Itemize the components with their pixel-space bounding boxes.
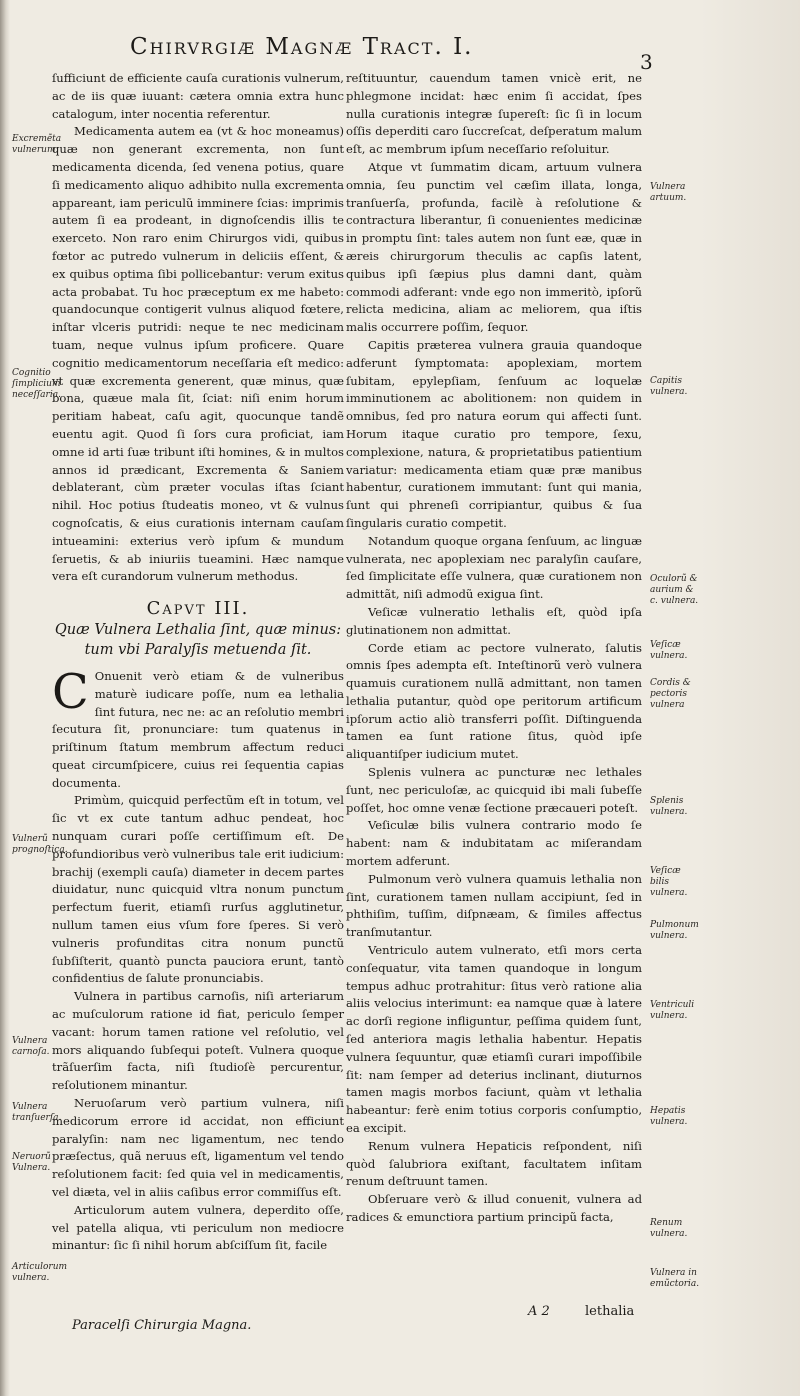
margin-note: Vulnera artuum. [650, 182, 687, 203]
paragraph: Obſeruare verò & illud conuenit, vulnera ad radices & emunctiora partium principũ facta, [346, 1192, 642, 1224]
paragraph: Veſicæ vulneratio lethalis eſt, quòd ipſa glutinationem non admittat. [346, 604, 642, 637]
margin-note: Vulnerũ prognoſtica. [12, 834, 68, 855]
chapter-title: Capvt III. [146, 598, 250, 620]
paragraph: reſtituuntur, cauendum tamen vnicè erit, ne phlegmone incidat: hæc enim ſi accidat, ſpes nulla curationis integræ ſupereſt: ſic ſi in locum oſſis deperditi caro ſuccreſcat, deſperatum malum eſt, ac membrum ipſum neceſſario reſoluitur. [346, 71, 642, 157]
margin-note: Splenis vulnera. [650, 796, 688, 817]
paragraph: Splenis vulnera ac puncturæ nec lethales ſunt, nec periculoſæ, ac quicquid ibi mali ſubeſſe poſſet, hoc omne venæ ſectione præcaueri poteſt. [346, 765, 642, 815]
margin-note: Neruorũ Vulnera. [12, 1152, 51, 1173]
paragraph: Neruoſarum verò partium vulnera, niſi medicorum errore id accidat, non efficiunt paralyſin: nam nec ligamentum, nec tendo præſectus, quã neruus eſt, ligamentum vel tendo reſolutionem facit: ſed quia vel in medicamentis, vel diæta, vel in aliis caſibus error commiſſus eſt. [52, 1096, 344, 1200]
margin-note: Vulnera carnoſa. [12, 1036, 50, 1057]
paragraph: Ventriculo autem vulnerato, etſi mors certa conſequatur, vita tamen quandoque in longum tempus adhuc protrahitur: ſitus verò ratione alia aliis velocius interimunt: ea namque quæ à latere ac dorſi regione infliguntur, peſſima quidem ſunt, ſed anteriora magis lethalia habentur. Hepatis vulnera ſequuntur, quæ etiamſi curari impoſſibile ſit: nam ſemper ad deterius inclinant, diuturnos tamen magis morbos faciunt, quàm vt lethalia habeantur: ferè enim totius corporis conſumptio, ea excipit. [346, 943, 642, 1136]
paragraph: ſufficiunt de efficiente cauſa curationis vulnerum, ac de iis quæ iuuant: cætera omnia extra hunc catalogum, inter nocentia referentur. [52, 71, 344, 121]
page-edge-shading [700, 0, 800, 1396]
signature-mark: A 2 [528, 1304, 550, 1319]
paragraph: Renum vulnera Hepaticis reſpondent, niſi quòd ſalubriora exiſtant, facultatem inſitam renum deſtruunt tamen. [346, 1138, 642, 1189]
margin-note: Renum vulnera. [650, 1218, 688, 1239]
paragraph [52, 663, 344, 793]
margin-note: Cordis & pectoris vulnera [650, 678, 691, 710]
running-head: Chirvrgiæ Magnæ Tract. I. [130, 34, 474, 60]
margin-note: Capitis vulnera. [650, 376, 688, 397]
drop-cap: C [52, 663, 89, 720]
margin-note: Excremẽta vulnerum. [12, 134, 62, 155]
paragraph: Veſiculæ bilis vulnera contrario modo ſe habent: nam & indubitatam ac miſerandam mortem adferunt. [346, 818, 642, 869]
paragraph: Primùm, quicquid perfectũm eſt in totum, vel ſic vt ex cute tantum adhuc pendeat, hoc nunquam curari poſſe certiſſimum eſt. De profundioribus verò vulneribus tale erit iudicium: brachij (exempli cauſa) diameter in decem partes diuidatur, nunc quicquid vltra nonum punctum perfectum fuerit, etiamſi rurſus agglutinetur, nullum tamen eius vſum fore ſperes. Si verò vulneris profunditas citra nonum punctũ ſubſiſterit, quantò puncta pauciora erunt, tantò confidentius de ſalute pronunciabis. [52, 793, 344, 986]
margin-note: Vulnera tranſuerſa. [12, 1102, 62, 1123]
paragraph: Atque vt ſummatim dicam, artuum vulnera omnia, ſeu punctim vel cæſim illata, longa, tranſuerſa, profunda, facilè à reſolutione & contractura liberantur, ſi conuenientes medicinæ in promptu ſint: tales autem non ſunt eæ, quæ in æreis chirurgorum theculis ac capſis latent, quibus ipſi ſæpius plus damni dant, quàm commodi adferant: vnde ego non immeritò, ipſorũ relicta medicina, aliam ac meliorem, qua iſtis malis occurrere poſſim, ſequor. [346, 159, 642, 335]
right-column [346, 70, 642, 1227]
footer-book-title: Paracelſi Chirurgia Magna. [72, 1318, 252, 1333]
paragraph-text: Onuenit verò etiam & de vulneribus maturè iudicare poſſe, num ea lethalia ſint futura, nec ne: ac an reſolutio membri ſecutura ſit, pronunciare: tum quatenus in priſtinum ſtatum membrum affectum reduci queat circumſpicere, cuius rei ſequentia capias documenta. [52, 668, 344, 790]
paragraph: Corde etiam ac pectore vulnerato, ſalutis omnis ſpes adempta eſt. Inteſtinorũ verò vulnera quamuis curationem nullã admittant, non tamen lethalia putantur, quòd ope peritorum artificum ipſorum actio aliò transferri poſſit. Diſtinguenda tamen ea ſunt ratione ſitus, quòd ipſe aliquantiſper iudicium mutet. [346, 640, 642, 762]
margin-note: Veſicæ vulnera. [650, 640, 688, 661]
page-gutter-shadow [0, 0, 10, 1396]
margin-note: Articulorum vulnera. [12, 1262, 68, 1283]
margin-note: Oculorũ & aurium & c. vulnera. [650, 574, 699, 606]
margin-note: Ventriculi vulnera. [650, 1000, 695, 1021]
paragraph: Vulnera in partibus carnoſis, niſi arteriarum ac muſculorum ratione id fiat, periculo ſemper vacant: horum tamen ratione vel reſolutio, vel mors aliquando ſubſequi poteſt. Vulnera quoque trãſuerſim facta, niſi ſtudioſè percurentur, reſolutionem minantur. [52, 989, 344, 1093]
page-number: 3 [640, 50, 653, 74]
margin-note: Hepatis vulnera. [650, 1106, 688, 1127]
left-column [52, 70, 344, 1255]
paragraph: Capitis præterea vulnera grauia quandoque adferunt ſymptomata: apoplexiam, mortem ſubitam, epylepſiam, ſenſuum ac loquelæ imminutionem ac abolitionem: non quidem in omnibus, ſed pro natura eorum qui affecti ſunt. Horum itaque curatio pro tempore, ſexu, complexione, natura, & proprietatibus patientium variatur: medicamenta etiam quæ præ manibus habentur, curationem immutant: ſunt qui mania, ſunt qui phreneſi corripiantur, quibus & ſua ſingularis curatio competit. [346, 337, 642, 530]
paragraph: Medicamenta autem ea (vt & hoc moneamus) quæ non generant excrementa, non ſunt medicamenta dicenda, ſed venena potius, quare ſi medicamento aliquo adhibito nulla excrementa appareant, iam periculũ imminere ſcias: imprimis autem ſi ea prodeant, in dignoſcendis illis te exerceto. Non raro enim Chirurgos vidi, quibus fœtor ac putredo vulnerum in deliciis eſſent, & ex quibus optima ſibi pollicebantur: verum exitus acta probabat. Tu hoc præceptum ex me habeto: quandocunque contigerit vulnus aliquod fœtere, inſtar vlceris putridi: neque te nec medicinam tuam, neque vulnus ipſum proficere. Quare cognitio medicamentorum neceſſaria eſt medico: vt quæ excrementa generent, quæ minus, quæ bona, quæue mala ſit, ſciat: niſi enim horum peritiam habeat, caſu agit, quocunque tandẽ euentu agit. Quod ſi ſors cura proficiat, iam omne id arti ſuæ tribunt iſti homines, & in multos annos id prædicant, Excrementa & Saniem deblaterant, cùm præter voculas iſtas ſciant nihil. Hoc potius ſtudeatis moneo, vt & vulnus cognoſcatis, & eius curationis internam cauſam intueamini: exterius verò ipſum & mundum ſeruetis, & ab iniuriis tueamini. Hæc namque vera eſt curandorum vulnerum methodus. [52, 124, 344, 584]
catchword: lethalia [585, 1304, 635, 1319]
chapter-subtitle: Quæ Vulnera Lethalia ſint, quæ minus: tum vbi Paralyſis metuenda ſit. [54, 621, 342, 658]
margin-note: Veſicæ bilis vulnera. [650, 866, 688, 898]
margin-note: Pulmonum vulnera. [650, 920, 699, 941]
paragraph: Articulorum autem vulnera, deperdito oſſe, vel patella aliqua, vti periculum non mediocre minantur: ſic ſi nihil horum abſciſſum ſit, facile [52, 1202, 344, 1253]
margin-note: Vulnera in emũctoria. [650, 1268, 700, 1289]
margin-note: Cognitio ſimplicium neceſſaria. [12, 368, 61, 400]
paragraph: Pulmonum verò vulnera quamuis lethalia non ſint, curationem tamen nullam accipiunt, ſed in phthiſim, tuſſim, diſpnæam, & ſimiles affectus tranſmutantur. [346, 871, 642, 940]
paragraph: Notandum quoque organa ſenſuum, ac linguæ vulnerata, nec apoplexiam nec paralyſin cauſare, ſed ſimplicitate eſſe vulnera, quæ curationem non admittãt, niſi admodũ exigua ſint. [346, 533, 642, 602]
